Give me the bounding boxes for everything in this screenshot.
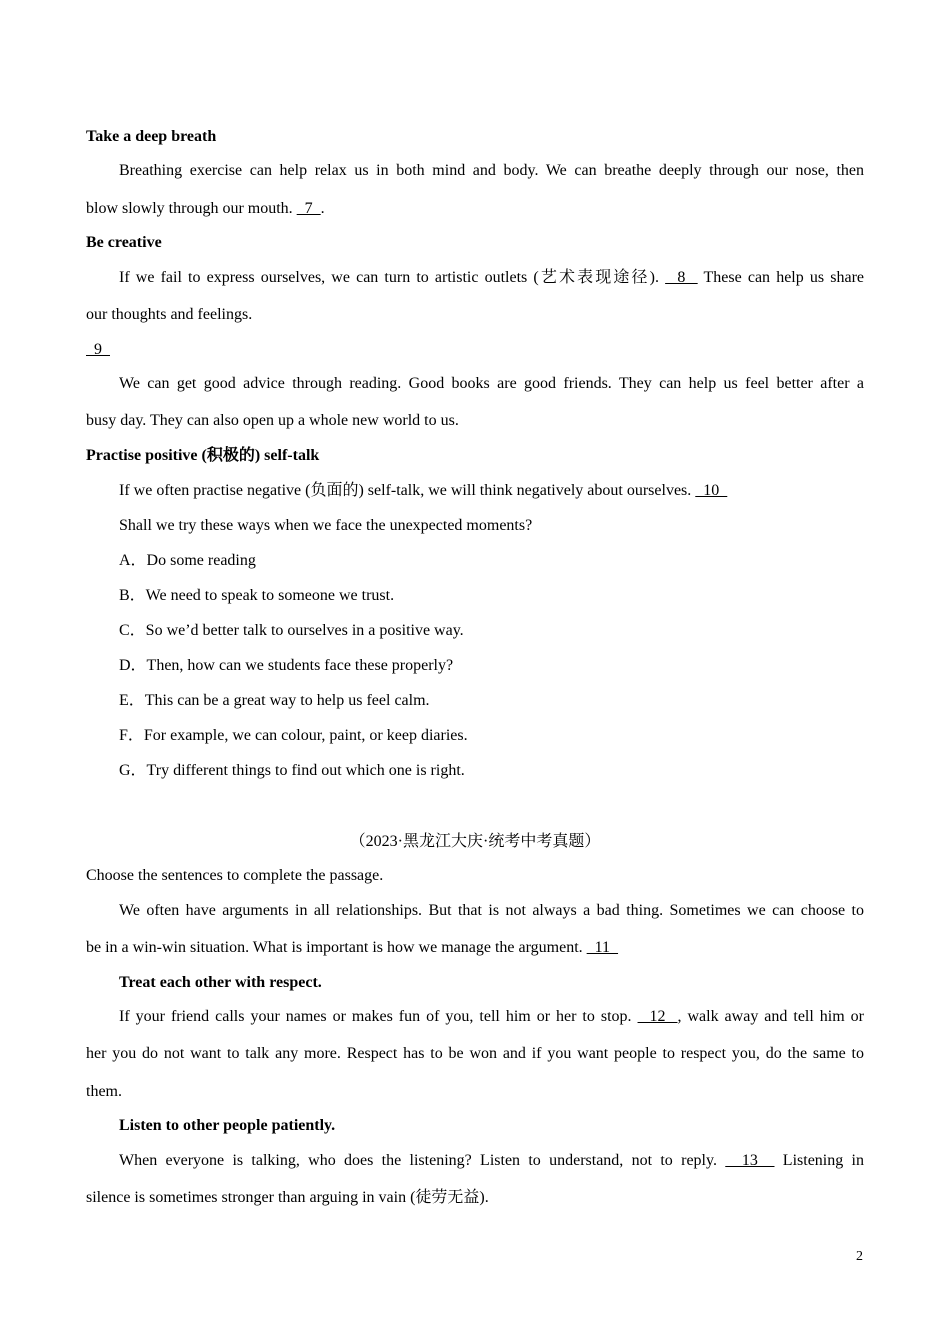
paragraph-respect-line-3: them.	[86, 1083, 122, 1100]
text-segment: If we fail to express ourselves, we can turn to artistic outlets (艺术表现途径).	[119, 269, 666, 286]
text-segment: These can help us share	[697, 269, 864, 286]
option-a: A．Do some reading	[119, 552, 256, 569]
text-segment: , walk away and tell him or	[677, 1008, 865, 1025]
text-segment: If your friend calls your names or makes fun of you, tell him or her to stop.	[119, 1008, 638, 1025]
heading-practise-positive-self-talk: Practise positive (积极的) self-talk	[86, 447, 320, 464]
paragraph-shall-we-try: Shall we try these ways when we face the unexpected moments?	[119, 517, 533, 534]
text-segment: Listening in	[774, 1152, 864, 1169]
blank-10[interactable]: 10	[695, 482, 728, 499]
option-e: E．This can be a great way to help us feel calm.	[119, 692, 430, 709]
blank-11[interactable]: 11	[586, 939, 619, 956]
blank-7[interactable]: 7	[296, 200, 321, 217]
blank-8[interactable]: 8	[665, 269, 698, 286]
paragraph-breathing-line-2	[86, 199, 325, 219]
heading-blank-9	[86, 340, 110, 360]
paragraph-arguments-line-1: We often have arguments in all relationships. But that is not always a bad thing. Sometimes we can choose to	[119, 902, 864, 919]
paragraph-respect-line-1	[119, 1007, 864, 1027]
paragraph-respect-line-2: her you do not want to talk any more. Respect has to be won and if you want people to respect you, do the same to	[86, 1045, 864, 1062]
paragraph-negative-self-talk	[119, 481, 727, 501]
paragraph-creative-line-2: our thoughts and feelings.	[86, 306, 253, 323]
text-segment: .	[320, 200, 325, 217]
blank-12[interactable]: 12	[637, 1008, 678, 1025]
option-b: B．We need to speak to someone we trust.	[119, 587, 395, 604]
section-source-label: （2023·黑龙江大庆·统考中考真题）	[349, 833, 601, 850]
page-number: 2	[856, 1249, 863, 1264]
paragraph-reading-line-1: We can get good advice through reading. Good books are good friends. They can help us feel better after a	[119, 375, 864, 392]
text-segment: blow slowly through our mouth.	[86, 200, 297, 217]
paragraph-listen-line-2: silence is sometimes stronger than arguing in vain (徒劳无益).	[86, 1189, 489, 1206]
text-segment: be in a win-win situation. What is important is how we manage the argument.	[86, 939, 587, 956]
blank-9[interactable]: 9	[86, 341, 110, 358]
blank-13[interactable]: 13	[725, 1152, 775, 1169]
heading-be-creative: Be creative	[86, 234, 162, 251]
option-g: G．Try different things to find out which one is right.	[119, 762, 465, 779]
text-segment: If we often practise negative (负面的) self-talk, we will think negatively about ourselves.	[119, 482, 696, 499]
paragraph-creative-line-1	[119, 268, 864, 288]
heading-listen-patiently: Listen to other people patiently.	[119, 1117, 336, 1134]
paragraph-listen-line-1	[119, 1151, 864, 1171]
option-c: C．So we’d better talk to ourselves in a positive way.	[119, 622, 464, 639]
heading-treat-with-respect: Treat each other with respect.	[119, 974, 322, 991]
text-segment: When everyone is talking, who does the listening? Listen to understand, not to reply.	[119, 1152, 726, 1169]
heading-take-a-deep-breath: Take a deep breath	[86, 128, 217, 145]
paragraph-arguments-line-2	[86, 938, 618, 958]
option-d: D．Then, how can we students face these properly?	[119, 657, 454, 674]
instruction-text: Choose the sentences to complete the passage.	[86, 867, 384, 884]
paragraph-breathing-line-1: Breathing exercise can help relax us in both mind and body. We can breathe deeply through our nose, then	[119, 162, 864, 179]
option-f: F．For example, we can colour, paint, or keep diaries.	[119, 727, 468, 744]
paragraph-reading-line-2: busy day. They can also open up a whole new world to us.	[86, 412, 459, 429]
